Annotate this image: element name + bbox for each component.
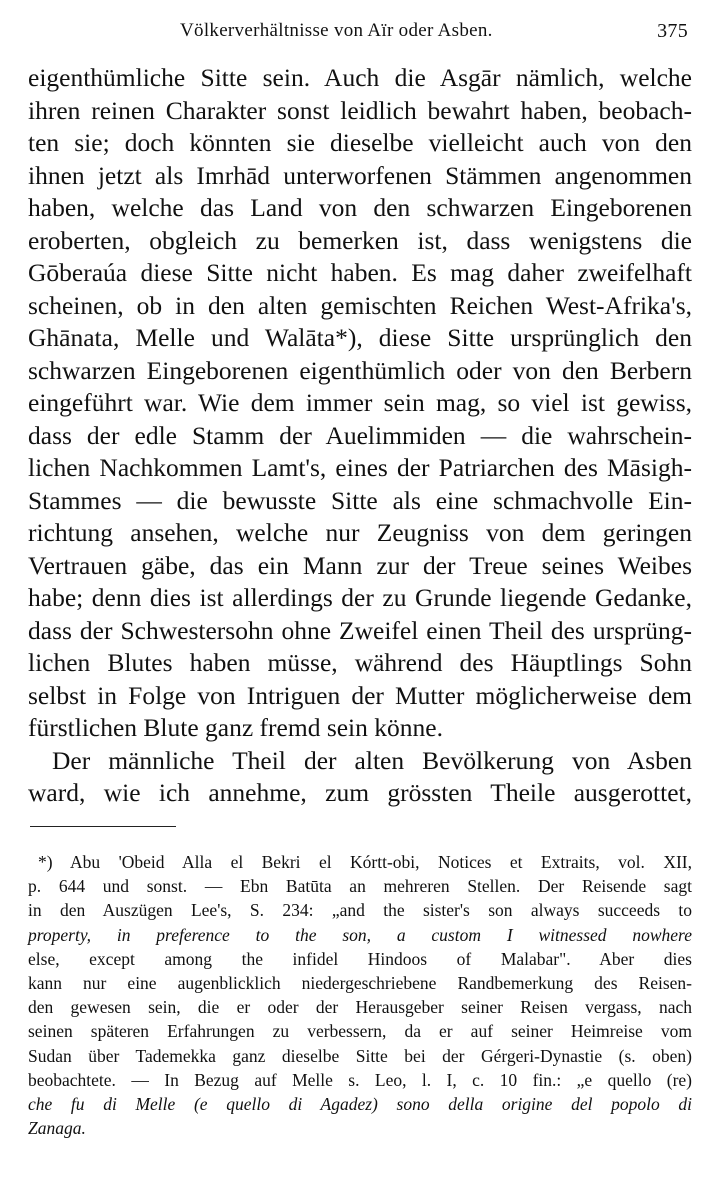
footnote-line: beobachtete. — In Bezug auf Melle s. Leo, l. I, c. 10 fin.: „e quello (re) [28,1069,692,1090]
text-line: lichen Nachkommen Lamt's, eines der Patriarchen des Māsigh- [28,453,692,482]
footnote-line: che fu di Melle (e quello di Agadez) sono della origine del popolo di [28,1093,692,1114]
page-number: 375 [657,20,688,42]
text-line: schwarzen Eingeborenen eigenthümlich oder von den Berbern [28,355,692,385]
footnote-line: property, in preference to the son, a custom I witnessed nowhere [28,924,692,945]
footnote-line: *) Abu 'Obeid Alla el Bekri el Kórtt-obi, Notices et Extraits, vol. XII, [38,852,692,872]
text-line: ihren reinen Charakter sonst leidlich bewahrt haben, beobach- [28,95,692,125]
text-line: ward, wie ich annehme, zum grössten Theile ausgerottet, [28,778,692,807]
footnote-line: kann nur eine augenblicklich niedergeschriebene Randbemerkung des Reisen- [28,972,692,993]
text-line: Der männliche Theil der alten Bevölkerung von Asben [52,745,692,775]
text-line: richtung ansehen, welche nur Zeugniss von dem geringen [28,518,692,547]
main-text [28,62,692,810]
text-line: haben, welche das Land von den schwarzen Eingeborenen [28,193,692,222]
text-line: dass der edle Stamm der Auelimmiden — die wahrschein- [28,420,692,450]
footnote-line: seinen späteren Erfahrungen zu verbessern, da er auf seiner Heimreise vom [28,1021,692,1042]
text-line: selbst in Folge von Intriguen der Mutter möglicherweise dem [28,680,692,710]
footnote-line: else, except among the infidel Hindoos of Malabar". Aber dies [28,948,692,969]
text-line: Stammes — die bewusste Sitte als eine schmachvolle Ein- [28,485,692,515]
text-line: eroberten, obgleich zu bemerken ist, dass wenigstens die [28,225,692,255]
text-line: Ghānata, Melle und Walāta*), diese Sitte ursprünglich den [28,323,692,352]
text-line: ten sie; doch könnten sie dieselbe vielleicht auch von den [28,128,692,157]
text-line: Vertrauen gäbe, das ein Mann zur der Treue seines Weibes [28,550,692,580]
footnote-line: Zanaga. [28,1118,86,1139]
footnote-line: p. 644 und sonst. — Ebn Batūta an mehreren Stellen. Der Reisende sagt [28,876,692,897]
text-line: habe; denn dies ist allerdings der zu Grunde liegende Gedanke, [28,583,692,612]
footnote-line: den gewesen sein, die er oder der Herausgeber seiner Reisen vergass, nach [28,997,692,1018]
text-line: lichen Blutes haben müsse, während des Häuptlings Sohn [28,648,692,677]
footnote-rule [30,826,176,827]
text-line: eigenthümliche Sitte sein. Auch die Asgār nämlich, welche [28,63,692,92]
footnote-line: Sudan über Tademekka ganz dieselbe Sitte bei der Gérgeri-Dynastie (s. oben) [28,1045,692,1066]
page-header [28,20,688,48]
text-line: fürstlichen Blute ganz fremd sein könne. [28,713,443,742]
text-line: ihnen jetzt als Imrhād unterworfenen Stämmen angenommen [28,160,692,190]
text-line: scheinen, ob in den alten gemischten Reichen West-Afrika's, [28,290,692,320]
footnote [28,850,692,1140]
text-line: Gōberaúa diese Sitte nicht haben. Es mag daher zweifelhaft [28,258,692,287]
text-line: dass der Schwestersohn ohne Zweifel einen Theil des ursprüng- [28,615,692,645]
text-line: eingeführt war. Wie dem immer sein mag, so viel ist gewiss, [28,388,692,417]
running-title: Völkerverhältnisse von Aïr oder Asben. [180,20,493,41]
footnote-line: in den Auszügen Lee's, S. 234: „and the sister's son always succeeds to [28,900,692,921]
